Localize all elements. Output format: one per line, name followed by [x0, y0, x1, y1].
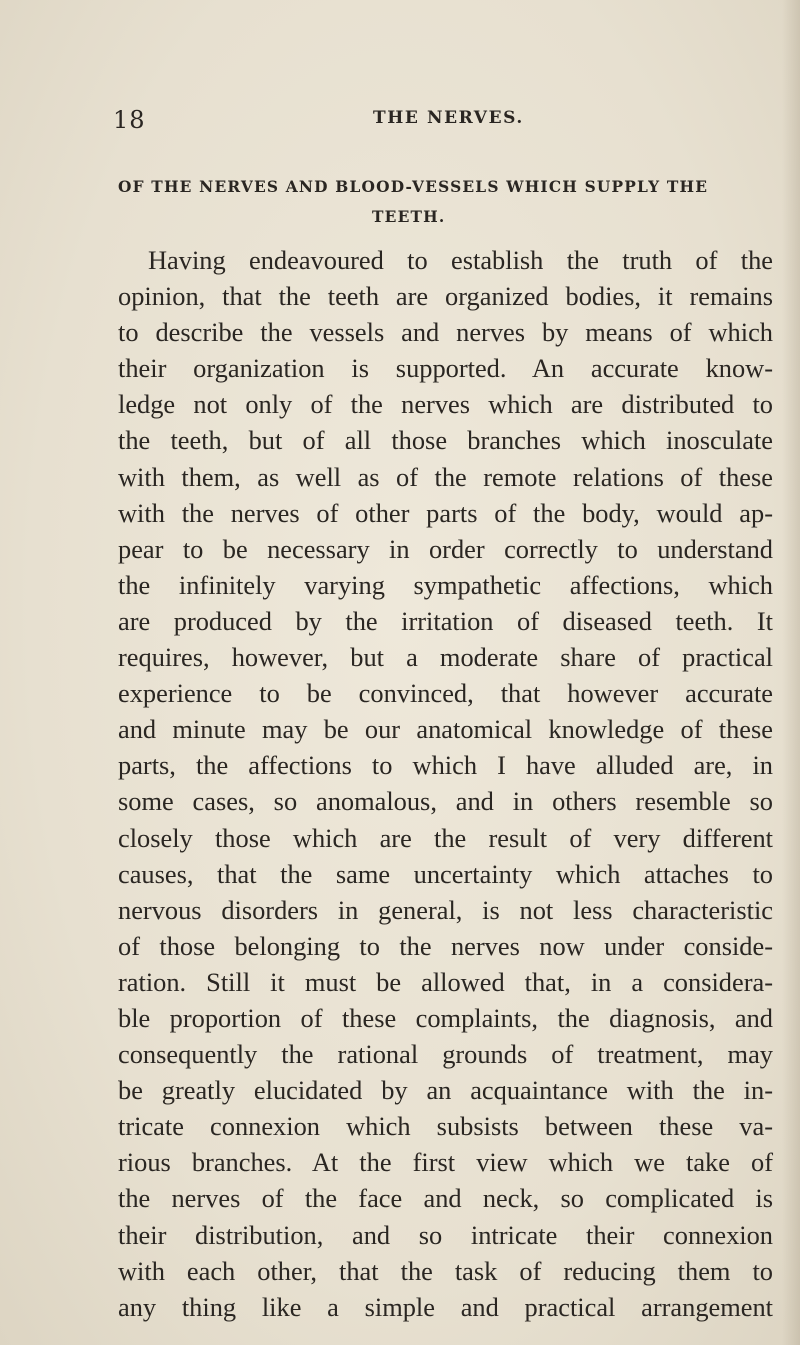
section-heading-line-1: OF THE NERVES AND BLOOD-VESSELS WHICH SUPPLY THE — [118, 178, 709, 196]
text-line: any thing like a simple and practical arrangement — [118, 1291, 773, 1322]
text-line: Having endeavoured to establish the truth of the — [148, 245, 773, 275]
text-line: requires, however, but a moderate share of practical — [118, 642, 773, 673]
text-line: ledge not only of the nerves which are distributed to — [118, 389, 773, 420]
text-line: closely those which are the result of very different — [118, 822, 773, 853]
text-line: the teeth, but of all those branches which inosculate — [118, 425, 773, 456]
body-paragraph — [118, 242, 773, 1325]
text-line: tricate connexion which subsists between these va- — [118, 1111, 773, 1142]
text-line: rious branches. At the first view which we take of — [118, 1147, 773, 1178]
text-line: some cases, so anomalous, and in others resemble so — [118, 786, 773, 817]
running-head — [0, 106, 800, 136]
text-line: opinion, that the teeth are organized bodies, it remains — [118, 281, 773, 312]
text-line: with each other, that the task of reducing them to — [118, 1255, 773, 1286]
text-line: the infinitely varying sympathetic affections, which — [118, 569, 773, 600]
text-line: the nerves of the face and neck, so complicated is — [118, 1183, 773, 1214]
text-line: consequently the rational grounds of treatment, may — [118, 1039, 773, 1070]
page-number: 18 — [113, 106, 146, 134]
text-line: causes, that the same uncertainty which attaches to — [118, 858, 773, 889]
text-line: nervous disorders in general, is not less characteristic — [118, 894, 773, 925]
text-line: their organization is supported. An accurate know- — [118, 353, 773, 384]
text-line: and minute may be our anatomical knowledge of these — [118, 714, 773, 745]
text-line: are produced by the irritation of diseased teeth. It — [118, 605, 773, 636]
text-line: with them, as well as of the remote relations of these — [118, 461, 773, 492]
text-line: of those belonging to the nerves now under conside- — [118, 930, 773, 961]
text-line: ration. Still it must be allowed that, in a considera- — [118, 966, 773, 997]
text-line: with the nerves of other parts of the body, would ap- — [118, 497, 773, 528]
text-line: ble proportion of these complaints, the diagnosis, and — [118, 1002, 773, 1033]
text-line: experience to be convinced, that however accurate — [118, 678, 773, 709]
text-line: their distribution, and so intricate their connexion — [118, 1219, 773, 1250]
text-line: be greatly elucidated by an acquaintance with the in- — [118, 1075, 773, 1106]
text-line: parts, the affections to which I have alluded are, in — [118, 750, 773, 781]
section-heading — [118, 172, 778, 232]
page-edge-shadow — [782, 0, 800, 1345]
text-line: pear to be necessary in order correctly to understand — [118, 533, 773, 564]
running-title: THE NERVES. — [373, 108, 524, 128]
section-heading-line-2: TEETH. — [372, 208, 446, 226]
text-line: to describe the vessels and nerves by means of which — [118, 317, 773, 348]
